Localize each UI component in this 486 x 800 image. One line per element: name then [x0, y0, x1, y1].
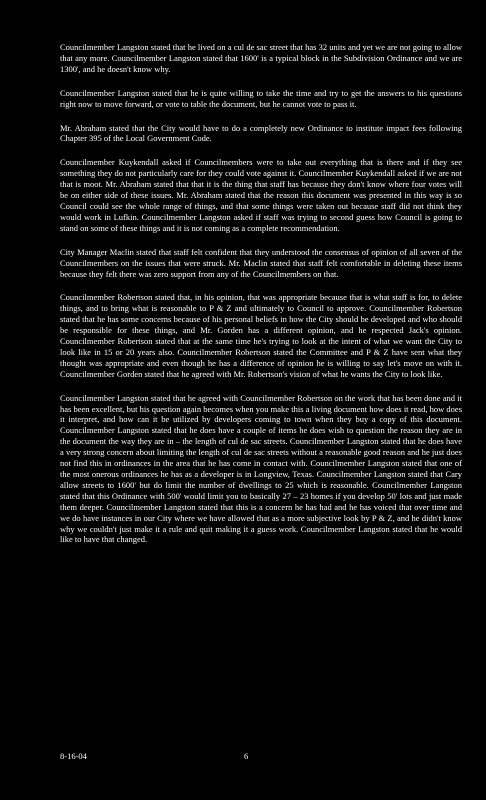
paragraph: Councilmember Langston stated that he is quite willing to take the time and try to get the answers to his questions right now to move forward, or vote to table the document, but he cannot vote to pass it. — [60, 87, 462, 109]
paragraph: Councilmember Kuykendall asked if Councilmembers were to take out everything that is there and if they see something they do not particularly care for they could vote against it. Councilmember Kuykendall asked if we are not that is moot. Mr. Abraham stated that that it is the thing that staff has because they don't know where four votes will be on either side of these issues. Mr. Abraham stated that the reason this document was presented in this way is so Council could see the whole range of things, and that some things were taken out because staff did not think they would work in Lufkin. Councilmember Langston asked if staff was trying to second guess how Council is going to stand on some of these things and it is not coming as a complete recommendation. — [60, 157, 462, 233]
paragraph: Councilmember Langston stated that he lived on a cul de sac street that has 32 units and yet we are not going to allow that any more. Councilmember Langston stated that 1600' is a typical block in the Subdivision Ordinance and we are 1300', and he doesn't know why. — [60, 42, 462, 74]
footer-date: 8-16-04 — [60, 751, 87, 761]
paragraph: Councilmember Robertson stated that, in his opinion, that was appropriate because that is what staff is for, to delete things, and to bring what is reasonable to P & Z and ultimately to Council to approve. Councilmember Robertson stated that he has some concerns because of his personal beliefs in how the City should be developed and who should be responsible for these things, and Mr. Gorden has a different opinion, and he respected Jack's opinion. Councilmember Robertson stated that at the same time he's trying to look at the intent of what we want the City to look like in 15 or 20 years also. Councilmember Robertson stated the Committee and P & Z have sent what they thought was appropriate and even though he has a difference of opinion he is willing to say let's move on with it. Councilmember Gorden stated that he agreed with Mr. Robertson's vision of what he wants the City to look like. — [60, 292, 462, 379]
paragraph: Councilmember Langston stated that he agreed with Councilmember Robertson on the work that has been done and it has been excellent, but his question again becomes when you make this a living document how does it read, how does it interpret, and how can it be utilized by developers coming to town when they buy a copy of this document. Councilmember Langston stated that he does have a couple of items he does wish to question the reason they are in the document the way they are in – the length of cul de sac streets. Councilmember Langston stated that he does have a very strong concern about limiting the length of cul de sac streets without a reasonable good reason and he just does not find this in ordinances in the area that he has come in contact with. Councilmember Langston stated that one of the most onerous ordinances he has as a developer is in Longview, Texas. Councilmember Langston stated that Cary allow streets to 1600' but do limit the number of dwellings to 25 which is reasonable. Councilmember Langston stated that this Ordinance with 500' would limit you to basically 27 – 23 homes if you develop 50' lots and just made them deeper. Councilmember Langston stated that this is a concern he has had and he has voiced that over time and we do have instances in our City where we have allowed that as a more subjective look by P & Z, and he didn't know why we couldn't just make it a rule and quit making it a guess work. Councilmember Langston stated that he would like to have that changed. — [60, 392, 462, 545]
paragraph: Mr. Abraham stated that the City would have to do a completely new Ordinance to institute impact fees following Chapter 395 of the Local Government Code. — [60, 122, 462, 144]
paragraph: City Manager Maclin stated that staff felt confident that they understood the consensus of opinion of all seven of the Councilmembers on the issues that were struck. Mr. Maclin stated that staff felt comfortable in deleting these items because they felt there was zero support from any of the Councilmembers on that. — [60, 246, 462, 279]
page-number: 6 — [244, 751, 249, 761]
document-body — [60, 42, 462, 558]
page-footer — [60, 751, 462, 763]
